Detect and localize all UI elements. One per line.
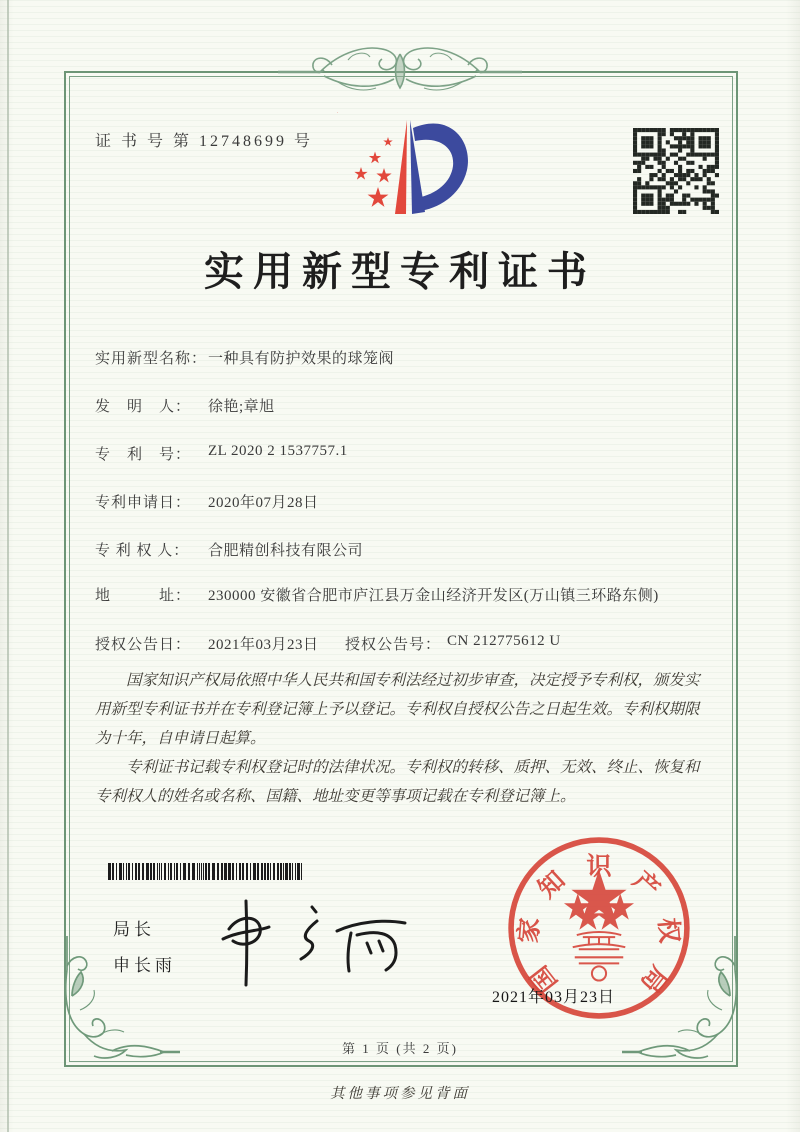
director-title-label: 局长 (113, 920, 155, 939)
field-label: 地 址： (95, 588, 192, 604)
field-row-grant (95, 633, 715, 654)
qr-code-icon (633, 128, 719, 214)
field-label: 授权公告号： (345, 637, 442, 653)
field-value: 2020年07月28日 (208, 495, 319, 511)
field-label: 专 利 号： (95, 447, 192, 463)
field-row-patentee (95, 539, 715, 560)
certificate-title: 实用新型专利证书 (204, 249, 596, 294)
field-label: 专 利 权 人： (95, 543, 190, 559)
field-row-filing-date (95, 491, 715, 512)
field-row-name (95, 347, 715, 368)
field-row-address (95, 584, 715, 609)
body-paragraph-2: 专利证书记载专利权登记时的法律状况。专利权的转移、质押、无效、终止、恢复和专利权人的姓名或名称、国籍、地址变更等事项记载在专利登记簿上。 (95, 759, 700, 805)
field-value: 230000 安徽省合肥市庐江县万金山经济开发区(万山镇三环路东侧) (208, 588, 659, 604)
director-name-label: 申长雨 (113, 956, 176, 975)
certificate-barcode-icon (108, 863, 308, 880)
svg-text:家: 家 (514, 916, 545, 945)
field-value: 徐艳;章旭 (208, 399, 275, 415)
field-pair-grant-number (345, 633, 561, 654)
field-value: CN 212775612 U (447, 633, 561, 649)
svg-text:知: 知 (533, 866, 571, 904)
cnipa-patent-logo-icon (337, 112, 473, 222)
page-number: 第 1 页 (共 2 页) (342, 1041, 458, 1056)
svg-text:权: 权 (653, 916, 684, 945)
top-flourish-ornament-icon (278, 34, 522, 108)
svg-text:产: 产 (627, 866, 665, 904)
field-row-inventor (95, 395, 715, 416)
field-label: 发 明 人： (95, 399, 192, 415)
field-label: 专利申请日： (95, 495, 192, 511)
field-row-patent-number (95, 443, 715, 464)
svg-text:局: 局 (635, 960, 673, 998)
field-value: ZL 2020 2 1537757.1 (208, 443, 348, 459)
svg-text:国: 国 (525, 960, 563, 998)
body-paragraph-1: 国家知识产权局依照中华人民共和国专利法经过初步审查，决定授予专利权，颁发实用新型专利证书并在专利登记簿上予以登记。专利权自授权公告之日起生效。专利权期限为十年，自申请日起算。 (95, 672, 700, 747)
svg-text:识: 识 (586, 852, 612, 881)
certificate-body-text (95, 666, 709, 811)
field-value: 2021年03月23日 (208, 637, 319, 653)
director-signature-icon (215, 885, 423, 989)
seal-date: 2021年03月23日 (492, 989, 616, 1006)
field-value: 合肥精创科技有限公司 (208, 543, 364, 559)
back-side-note: 其他事项参见背面 (330, 1086, 470, 1102)
field-value: 一种具有防护效果的球笼阀 (208, 351, 395, 367)
field-label: 授权公告日： (95, 637, 192, 653)
field-label: 实用新型名称： (95, 351, 208, 367)
certificate-number: 证 书 号 第 12748699 号 (95, 133, 314, 150)
scan-edge-line (7, 0, 9, 1132)
